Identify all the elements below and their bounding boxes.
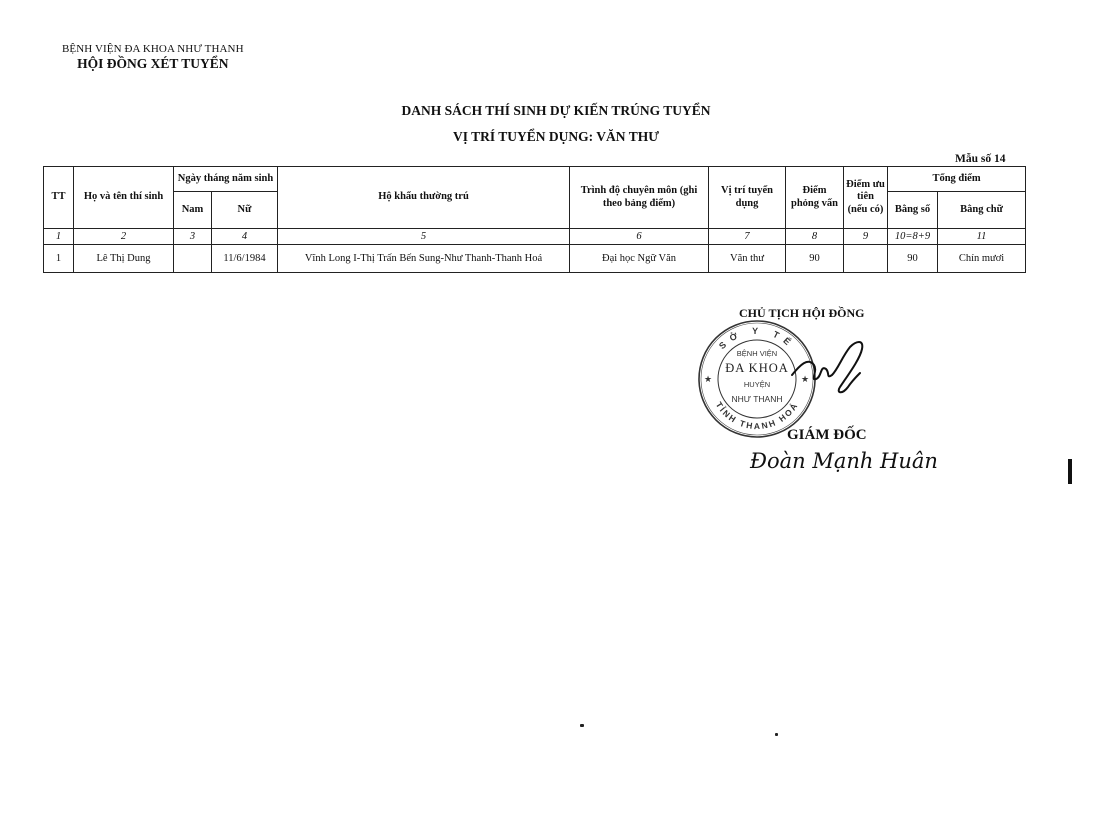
header-row <box>44 167 1026 192</box>
cell-priority-score <box>844 245 888 273</box>
cell-name: Lê Thị Dung <box>74 245 174 273</box>
index-cell: 1 <box>44 229 74 245</box>
stamp-star-icon: ★ <box>801 374 810 384</box>
stamp-top-text: SỞ Y TẾ <box>717 325 797 352</box>
table-row <box>44 245 1026 273</box>
th-tt: TT <box>44 167 74 229</box>
cell-total-number: 90 <box>888 245 938 273</box>
cell-address: Vĩnh Long I-Thị Trấn Bến Sung-Như Thanh-Thanh Hoá <box>278 245 570 273</box>
th-total: Tổng điểm <box>888 167 1026 192</box>
org-name: BỆNH VIỆN ĐA KHOA NHƯ THANH <box>62 43 244 55</box>
stamp-line-1: BỆNH VIỆN <box>736 349 778 358</box>
th-position: Vị trí tuyển dụng <box>709 167 786 229</box>
th-total-words: Bằng chữ <box>938 192 1026 229</box>
candidate-table <box>43 166 1026 273</box>
index-cell: 10=8+9 <box>888 229 938 245</box>
cell-total-words: Chín mươi <box>938 245 1026 273</box>
th-qualification: Trình độ chuyên môn (ghi theo bảng điểm) <box>570 167 709 229</box>
th-priority-score: Điểm ưu tiên (nếu có) <box>844 167 888 229</box>
th-address: Hộ khẩu thường trú <box>278 167 570 229</box>
stamp-line-3: HUYỆN <box>743 380 771 389</box>
council-name: HỘI ĐỒNG XÉT TUYỂN <box>77 56 229 71</box>
index-cell: 3 <box>174 229 212 245</box>
signer-position: GIÁM ĐỐC <box>787 427 867 443</box>
index-cell: 9 <box>844 229 888 245</box>
scan-speck <box>580 724 584 727</box>
th-name: Họ và tên thí sinh <box>74 167 174 229</box>
th-dob-female: Nữ <box>212 192 278 229</box>
th-total-number: Bằng số <box>888 192 938 229</box>
header-left <box>62 43 244 72</box>
cell-female-dob: 11/6/1984 <box>212 245 278 273</box>
margin-mark <box>1068 459 1072 484</box>
signature-title: CHỦ TỊCH HỘI ĐỒNG <box>739 306 865 320</box>
svg-text:SỞ Y TẾ <box>717 326 797 351</box>
cell-tt: 1 <box>44 245 74 273</box>
stamp-line-2: ĐA KHOA <box>725 361 789 375</box>
index-cell: 11 <box>938 229 1026 245</box>
th-interview-score: Điểm phỏng vấn <box>786 167 844 229</box>
index-row <box>44 229 1026 245</box>
cell-interview-score: 90 <box>786 245 844 273</box>
index-cell: 5 <box>278 229 570 245</box>
th-dob-male: Nam <box>174 192 212 229</box>
cell-male-dob <box>174 245 212 273</box>
handwritten-signature <box>790 335 870 401</box>
scan-speck <box>775 733 778 736</box>
index-cell: 7 <box>709 229 786 245</box>
cell-position: Văn thư <box>709 245 786 273</box>
stamp-bottom-text: TỈNH THANH HOÁ <box>713 399 801 432</box>
title-block <box>0 103 1112 145</box>
index-cell: 4 <box>212 229 278 245</box>
index-cell: 6 <box>570 229 709 245</box>
stamp-star-icon: ★ <box>704 374 713 384</box>
stamp-line-4: NHƯ THANH <box>731 394 783 404</box>
form-number: Mẫu số 14 <box>955 153 1006 165</box>
document-subtitle: VỊ TRÍ TUYỂN DỤNG: VĂN THƯ <box>453 129 659 144</box>
index-cell: 8 <box>786 229 844 245</box>
cell-qualification: Đại học Ngữ Văn <box>570 245 709 273</box>
document-title: DANH SÁCH THÍ SINH DỰ KIẾN TRÚNG TUYỂN <box>401 103 711 118</box>
index-cell: 2 <box>74 229 174 245</box>
signer-name: Đoàn Mạnh Huân <box>750 449 938 473</box>
th-dob: Ngày tháng năm sinh <box>174 167 278 192</box>
